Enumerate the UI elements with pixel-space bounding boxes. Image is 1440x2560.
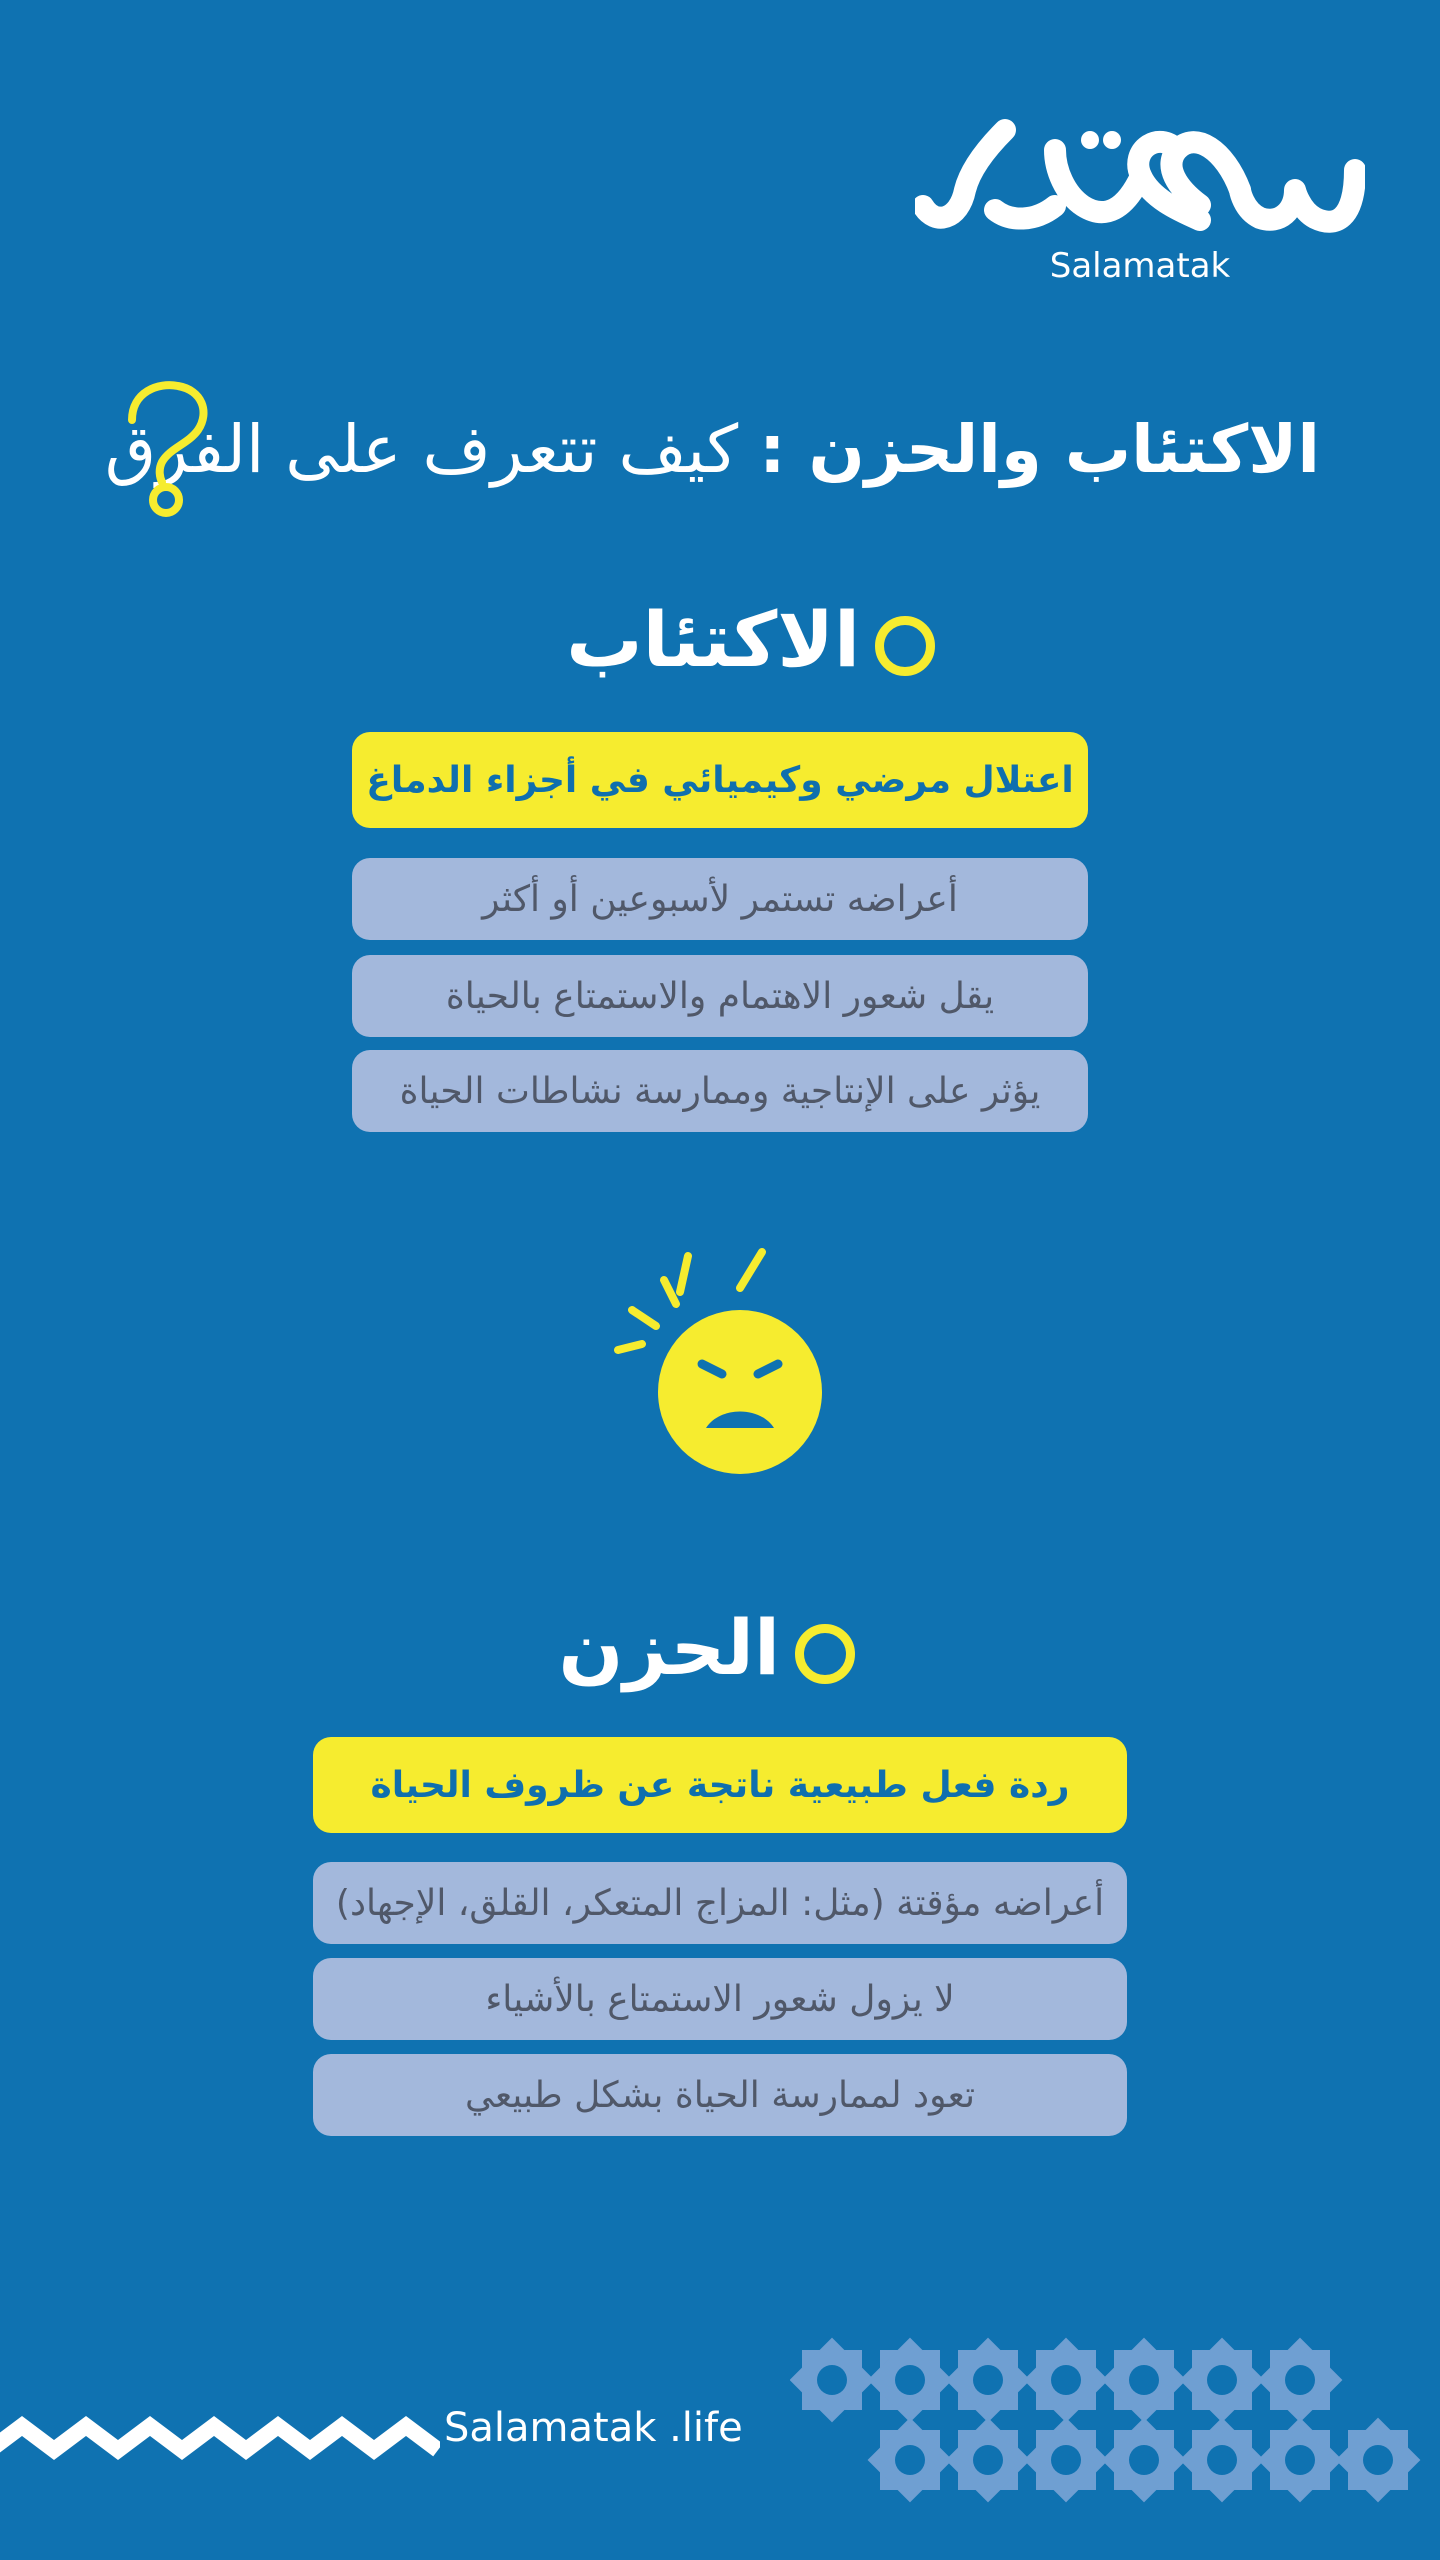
ring-bullet-icon (875, 616, 935, 676)
star-ornament (1024, 2338, 1109, 2423)
star-ornament (868, 2418, 953, 2503)
sadness-point-1: أعراضه مؤقتة (مثل: المزاج المتعكر، القلق، الإجهاد) (313, 1862, 1127, 1944)
star-pattern-decoration (790, 2335, 1440, 2510)
star-ornament (1336, 2418, 1421, 2503)
depression-heading: الاكتئاب (566, 595, 860, 684)
star-ornament (1258, 2418, 1343, 2503)
title-regular-part: كيف تتعرف على الفرق (104, 411, 739, 488)
depression-point-3: يؤثر على الإنتاجية وممارسة نشاطات الحياة (352, 1050, 1088, 1132)
sadness-definition: ردة فعل طبيعية ناتجة عن ظروف الحياة (313, 1737, 1127, 1833)
sadness-point-3: تعود لممارسة الحياة بشكل طبيعي (313, 2054, 1127, 2136)
star-ornament (790, 2338, 874, 2423)
star-ornament (1180, 2338, 1265, 2423)
star-ornament (1258, 2338, 1343, 2423)
depression-point-2: يقل شعور الاهتمام والاستمتاع بالحياة (352, 955, 1088, 1037)
ring-bullet-icon (795, 1624, 855, 1684)
title-bold-part: الاكتئاب والحزن : (759, 411, 1320, 488)
website-url[interactable]: Salamatak .life (444, 2405, 743, 2451)
sad-face-icon (610, 1240, 850, 1480)
question-mark-icon (118, 378, 218, 518)
salamatak-logo (915, 110, 1365, 260)
sadness-point-2: لا يزول شعور الاستمتاع بالأشياء (313, 1958, 1127, 2040)
depression-definition: اعتلال مرضي وكيميائي في أجزاء الدماغ (352, 732, 1088, 828)
depression-point-1: أعراضه تستمر لأسبوعين أو أكثر (352, 858, 1088, 940)
logo-latin-name: Salamatak (1049, 246, 1231, 286)
star-ornament (1024, 2418, 1109, 2503)
star-ornament (1180, 2418, 1265, 2503)
star-ornament (946, 2418, 1031, 2503)
star-ornament (946, 2338, 1031, 2423)
sadness-heading: الحزن (558, 1603, 780, 1692)
zigzag-decoration (0, 2410, 440, 2470)
star-ornament (868, 2338, 953, 2423)
page-title (104, 400, 1320, 500)
star-ornament (1102, 2338, 1187, 2423)
star-ornament (1102, 2418, 1187, 2503)
